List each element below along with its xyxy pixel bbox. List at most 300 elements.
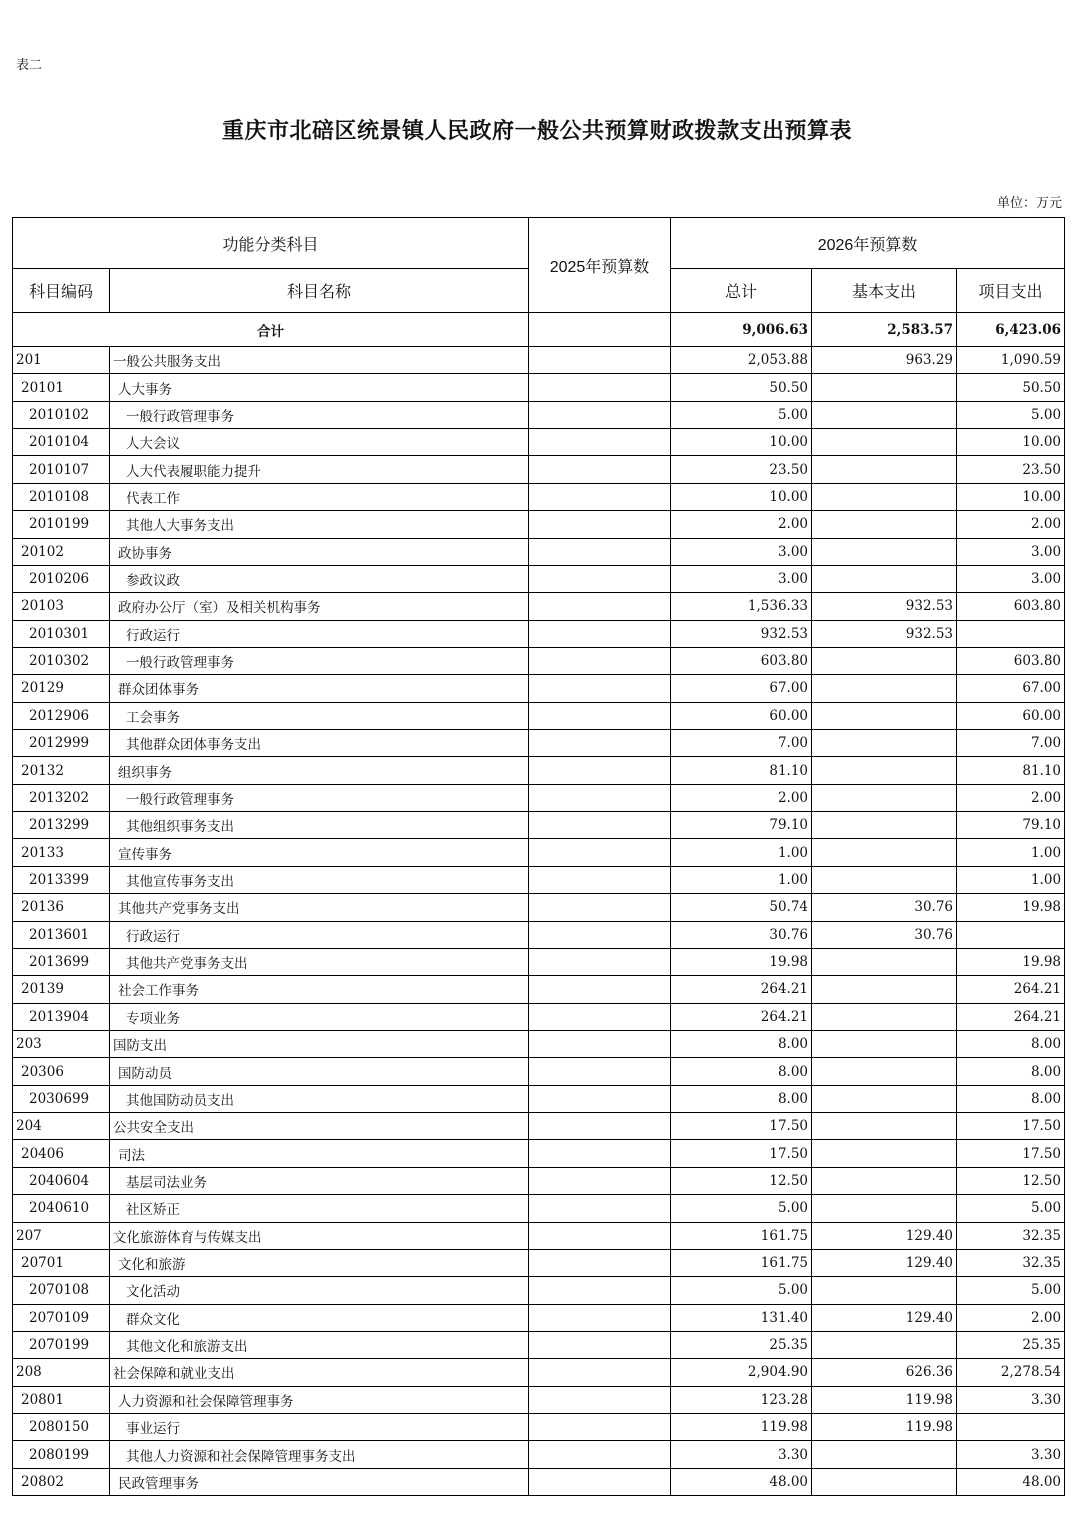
total-row bbox=[13, 313, 1065, 347]
row-name: 其他文化和旅游支出 bbox=[110, 1331, 529, 1358]
row-name: 组织事务 bbox=[110, 757, 529, 784]
row-name: 人大事务 bbox=[110, 374, 529, 401]
row-name: 文化旅游体育与传媒支出 bbox=[110, 1222, 529, 1249]
total-basic: 2,583.57 bbox=[812, 313, 957, 347]
row-code: 20129 bbox=[13, 675, 110, 702]
row-total: 932.53 bbox=[671, 620, 812, 647]
header-functional-category: 功能分类科目 bbox=[13, 218, 529, 269]
table-row bbox=[13, 1003, 1065, 1030]
row-name: 人大会议 bbox=[110, 429, 529, 456]
table-row bbox=[13, 1277, 1065, 1304]
table-row bbox=[13, 1140, 1065, 1167]
row-prev bbox=[529, 1414, 671, 1441]
row-total: 79.10 bbox=[671, 812, 812, 839]
row-prev bbox=[529, 1030, 671, 1057]
row-total: 603.80 bbox=[671, 647, 812, 674]
row-total: 2.00 bbox=[671, 511, 812, 538]
row-prev bbox=[529, 1304, 671, 1331]
row-project: 8.00 bbox=[957, 1058, 1065, 1085]
row-project: 2.00 bbox=[957, 784, 1065, 811]
row-code: 20132 bbox=[13, 757, 110, 784]
row-project: 17.50 bbox=[957, 1113, 1065, 1140]
table-row bbox=[13, 675, 1065, 702]
table-row bbox=[13, 511, 1065, 538]
row-basic bbox=[812, 374, 957, 401]
row-prev bbox=[529, 565, 671, 592]
row-total: 25.35 bbox=[671, 1331, 812, 1358]
row-code: 20701 bbox=[13, 1249, 110, 1276]
row-total: 1,536.33 bbox=[671, 593, 812, 620]
row-basic bbox=[812, 401, 957, 428]
row-name: 人力资源和社会保障管理事务 bbox=[110, 1386, 529, 1413]
row-basic bbox=[812, 1195, 957, 1222]
row-prev bbox=[529, 866, 671, 893]
table-row bbox=[13, 730, 1065, 757]
row-name: 基层司法业务 bbox=[110, 1167, 529, 1194]
table-row bbox=[13, 812, 1065, 839]
table-row bbox=[13, 976, 1065, 1003]
row-total: 123.28 bbox=[671, 1386, 812, 1413]
total-project: 6,423.06 bbox=[957, 313, 1065, 347]
row-code: 201 bbox=[13, 347, 110, 374]
row-code: 2040604 bbox=[13, 1167, 110, 1194]
row-basic bbox=[812, 1058, 957, 1085]
row-name: 专项业务 bbox=[110, 1003, 529, 1030]
table-row bbox=[13, 538, 1065, 565]
table-row bbox=[13, 647, 1065, 674]
row-total: 3.00 bbox=[671, 565, 812, 592]
row-name: 其他共产党事务支出 bbox=[110, 948, 529, 975]
row-name: 行政运行 bbox=[110, 620, 529, 647]
table-row bbox=[13, 1441, 1065, 1468]
table-row bbox=[13, 1249, 1065, 1276]
row-basic bbox=[812, 1113, 957, 1140]
row-total: 119.98 bbox=[671, 1414, 812, 1441]
table-row bbox=[13, 1386, 1065, 1413]
row-prev bbox=[529, 921, 671, 948]
table-row bbox=[13, 784, 1065, 811]
row-total: 50.74 bbox=[671, 894, 812, 921]
row-prev bbox=[529, 374, 671, 401]
row-total: 7.00 bbox=[671, 730, 812, 757]
row-code: 2010104 bbox=[13, 429, 110, 456]
row-name: 群众团体事务 bbox=[110, 675, 529, 702]
table-row bbox=[13, 1414, 1065, 1441]
table-row bbox=[13, 866, 1065, 893]
row-total: 17.50 bbox=[671, 1113, 812, 1140]
row-name: 其他群众团体事务支出 bbox=[110, 730, 529, 757]
table-label: 表二 bbox=[16, 58, 43, 73]
row-name: 国防支出 bbox=[110, 1030, 529, 1057]
row-basic: 932.53 bbox=[812, 620, 957, 647]
row-total: 2.00 bbox=[671, 784, 812, 811]
row-prev bbox=[529, 784, 671, 811]
row-total: 67.00 bbox=[671, 675, 812, 702]
table-row bbox=[13, 565, 1065, 592]
header-code: 科目编码 bbox=[13, 269, 110, 313]
row-basic bbox=[812, 702, 957, 729]
row-total: 12.50 bbox=[671, 1167, 812, 1194]
row-project: 5.00 bbox=[957, 1195, 1065, 1222]
row-basic: 119.98 bbox=[812, 1386, 957, 1413]
unit-label: 单位：万元 bbox=[996, 196, 1062, 211]
row-code: 2070199 bbox=[13, 1331, 110, 1358]
row-code: 2013904 bbox=[13, 1003, 110, 1030]
row-basic bbox=[812, 456, 957, 483]
row-basic bbox=[812, 812, 957, 839]
row-basic bbox=[812, 1468, 957, 1495]
row-name: 社会保障和就业支出 bbox=[110, 1359, 529, 1386]
row-prev bbox=[529, 812, 671, 839]
row-total: 1.00 bbox=[671, 866, 812, 893]
table-row bbox=[13, 1468, 1065, 1495]
row-basic bbox=[812, 675, 957, 702]
row-project bbox=[957, 1414, 1065, 1441]
header-budget-2025: 2025年预算数 bbox=[529, 218, 671, 313]
total-label: 合计 bbox=[13, 313, 529, 347]
row-code: 20406 bbox=[13, 1140, 110, 1167]
row-total: 48.00 bbox=[671, 1468, 812, 1495]
row-basic: 129.40 bbox=[812, 1249, 957, 1276]
row-prev bbox=[529, 1167, 671, 1194]
row-prev bbox=[529, 1441, 671, 1468]
row-code: 2013699 bbox=[13, 948, 110, 975]
row-project: 603.80 bbox=[957, 593, 1065, 620]
row-basic: 129.40 bbox=[812, 1304, 957, 1331]
row-name: 一般行政管理事务 bbox=[110, 401, 529, 428]
row-prev bbox=[529, 757, 671, 784]
table-row bbox=[13, 702, 1065, 729]
row-code: 20103 bbox=[13, 593, 110, 620]
table-header bbox=[13, 218, 1065, 313]
row-prev bbox=[529, 1331, 671, 1358]
row-total: 131.40 bbox=[671, 1304, 812, 1331]
row-code: 2013399 bbox=[13, 866, 110, 893]
table-row bbox=[13, 483, 1065, 510]
row-prev bbox=[529, 593, 671, 620]
row-prev bbox=[529, 1277, 671, 1304]
row-basic: 30.76 bbox=[812, 894, 957, 921]
row-project: 5.00 bbox=[957, 1277, 1065, 1304]
row-code: 20102 bbox=[13, 538, 110, 565]
row-project: 2,278.54 bbox=[957, 1359, 1065, 1386]
table-row bbox=[13, 347, 1065, 374]
row-project: 10.00 bbox=[957, 429, 1065, 456]
row-project: 79.10 bbox=[957, 812, 1065, 839]
row-name: 一般行政管理事务 bbox=[110, 784, 529, 811]
row-project: 264.21 bbox=[957, 976, 1065, 1003]
header-name: 科目名称 bbox=[110, 269, 529, 313]
row-total: 10.00 bbox=[671, 483, 812, 510]
row-name: 国防动员 bbox=[110, 1058, 529, 1085]
row-prev bbox=[529, 1058, 671, 1085]
row-project: 2.00 bbox=[957, 511, 1065, 538]
row-name: 民政管理事务 bbox=[110, 1468, 529, 1495]
row-name: 文化和旅游 bbox=[110, 1249, 529, 1276]
row-basic: 932.53 bbox=[812, 593, 957, 620]
row-name: 事业运行 bbox=[110, 1414, 529, 1441]
row-project bbox=[957, 921, 1065, 948]
row-prev bbox=[529, 675, 671, 702]
row-total: 161.75 bbox=[671, 1249, 812, 1276]
row-prev bbox=[529, 1386, 671, 1413]
header-budget-2026: 2026年预算数 bbox=[671, 218, 1065, 269]
row-name: 政协事务 bbox=[110, 538, 529, 565]
row-project: 7.00 bbox=[957, 730, 1065, 757]
row-total: 81.10 bbox=[671, 757, 812, 784]
row-basic bbox=[812, 1277, 957, 1304]
row-code: 208 bbox=[13, 1359, 110, 1386]
row-prev bbox=[529, 1359, 671, 1386]
row-project: 23.50 bbox=[957, 456, 1065, 483]
row-project: 60.00 bbox=[957, 702, 1065, 729]
row-prev bbox=[529, 1003, 671, 1030]
row-total: 8.00 bbox=[671, 1030, 812, 1057]
table-row bbox=[13, 456, 1065, 483]
row-name: 宣传事务 bbox=[110, 839, 529, 866]
table-row bbox=[13, 948, 1065, 975]
row-project: 50.50 bbox=[957, 374, 1065, 401]
row-name: 社区矫正 bbox=[110, 1195, 529, 1222]
row-project: 603.80 bbox=[957, 647, 1065, 674]
row-project: 1,090.59 bbox=[957, 347, 1065, 374]
row-total: 30.76 bbox=[671, 921, 812, 948]
row-prev bbox=[529, 483, 671, 510]
row-basic bbox=[812, 730, 957, 757]
row-basic bbox=[812, 784, 957, 811]
table-row bbox=[13, 1058, 1065, 1085]
row-basic bbox=[812, 1030, 957, 1057]
row-project: 3.30 bbox=[957, 1441, 1065, 1468]
row-prev bbox=[529, 1140, 671, 1167]
row-code: 2080199 bbox=[13, 1441, 110, 1468]
row-prev bbox=[529, 511, 671, 538]
row-basic bbox=[812, 757, 957, 784]
row-project: 67.00 bbox=[957, 675, 1065, 702]
row-total: 60.00 bbox=[671, 702, 812, 729]
row-prev bbox=[529, 1113, 671, 1140]
row-code: 2012999 bbox=[13, 730, 110, 757]
table-row bbox=[13, 1359, 1065, 1386]
row-prev bbox=[529, 894, 671, 921]
row-basic bbox=[812, 948, 957, 975]
row-total: 161.75 bbox=[671, 1222, 812, 1249]
row-prev bbox=[529, 429, 671, 456]
row-name: 政府办公厅（室）及相关机构事务 bbox=[110, 593, 529, 620]
row-project: 81.10 bbox=[957, 757, 1065, 784]
row-code: 204 bbox=[13, 1113, 110, 1140]
row-code: 2012906 bbox=[13, 702, 110, 729]
row-basic: 30.76 bbox=[812, 921, 957, 948]
table-row bbox=[13, 1195, 1065, 1222]
table-row bbox=[13, 1085, 1065, 1112]
row-project: 1.00 bbox=[957, 866, 1065, 893]
header-basic: 基本支出 bbox=[812, 269, 957, 313]
row-basic bbox=[812, 839, 957, 866]
row-code: 2070109 bbox=[13, 1304, 110, 1331]
budget-table bbox=[12, 217, 1065, 1496]
row-prev bbox=[529, 839, 671, 866]
row-project: 19.98 bbox=[957, 894, 1065, 921]
row-prev bbox=[529, 647, 671, 674]
table-row bbox=[13, 401, 1065, 428]
row-name: 参政议政 bbox=[110, 565, 529, 592]
table-row bbox=[13, 429, 1065, 456]
row-name: 社会工作事务 bbox=[110, 976, 529, 1003]
row-code: 2010102 bbox=[13, 401, 110, 428]
row-prev bbox=[529, 730, 671, 757]
row-code: 20802 bbox=[13, 1468, 110, 1495]
row-total: 5.00 bbox=[671, 1195, 812, 1222]
table-row bbox=[13, 593, 1065, 620]
row-basic bbox=[812, 1167, 957, 1194]
row-total: 5.00 bbox=[671, 1277, 812, 1304]
row-basic bbox=[812, 1441, 957, 1468]
row-total: 10.00 bbox=[671, 429, 812, 456]
row-prev bbox=[529, 1468, 671, 1495]
row-total: 1.00 bbox=[671, 839, 812, 866]
row-code: 207 bbox=[13, 1222, 110, 1249]
row-prev bbox=[529, 1195, 671, 1222]
row-basic: 626.36 bbox=[812, 1359, 957, 1386]
row-total: 264.21 bbox=[671, 976, 812, 1003]
row-project: 10.00 bbox=[957, 483, 1065, 510]
row-name: 其他国防动员支出 bbox=[110, 1085, 529, 1112]
row-total: 50.50 bbox=[671, 374, 812, 401]
row-prev bbox=[529, 702, 671, 729]
row-basic: 119.98 bbox=[812, 1414, 957, 1441]
row-name: 其他共产党事务支出 bbox=[110, 894, 529, 921]
row-basic bbox=[812, 483, 957, 510]
row-project: 3.00 bbox=[957, 538, 1065, 565]
row-basic bbox=[812, 1003, 957, 1030]
row-code: 2010302 bbox=[13, 647, 110, 674]
row-code: 20101 bbox=[13, 374, 110, 401]
row-project: 3.30 bbox=[957, 1386, 1065, 1413]
row-prev bbox=[529, 620, 671, 647]
row-code: 20139 bbox=[13, 976, 110, 1003]
row-basic bbox=[812, 511, 957, 538]
row-name: 工会事务 bbox=[110, 702, 529, 729]
row-name: 一般公共服务支出 bbox=[110, 347, 529, 374]
row-project: 1.00 bbox=[957, 839, 1065, 866]
page-title: 重庆市北碚区统景镇人民政府一般公共预算财政拨款支出预算表 bbox=[221, 118, 852, 144]
row-code: 203 bbox=[13, 1030, 110, 1057]
row-basic bbox=[812, 976, 957, 1003]
table-row bbox=[13, 894, 1065, 921]
row-name: 其他人力资源和社会保障管理事务支出 bbox=[110, 1441, 529, 1468]
row-basic bbox=[812, 1085, 957, 1112]
row-project: 8.00 bbox=[957, 1085, 1065, 1112]
header-total: 总计 bbox=[671, 269, 812, 313]
row-project: 19.98 bbox=[957, 948, 1065, 975]
row-name: 群众文化 bbox=[110, 1304, 529, 1331]
table-row bbox=[13, 839, 1065, 866]
row-prev bbox=[529, 538, 671, 565]
row-basic bbox=[812, 1331, 957, 1358]
row-prev bbox=[529, 1249, 671, 1276]
row-code: 2070108 bbox=[13, 1277, 110, 1304]
row-basic: 129.40 bbox=[812, 1222, 957, 1249]
table-row bbox=[13, 1030, 1065, 1057]
table-row bbox=[13, 757, 1065, 784]
row-basic bbox=[812, 1140, 957, 1167]
row-total: 2,904.90 bbox=[671, 1359, 812, 1386]
row-code: 2013601 bbox=[13, 921, 110, 948]
row-code: 2010206 bbox=[13, 565, 110, 592]
row-total: 264.21 bbox=[671, 1003, 812, 1030]
row-name: 其他人大事务支出 bbox=[110, 511, 529, 538]
row-project: 48.00 bbox=[957, 1468, 1065, 1495]
row-code: 2013202 bbox=[13, 784, 110, 811]
row-total: 8.00 bbox=[671, 1085, 812, 1112]
row-code: 20133 bbox=[13, 839, 110, 866]
row-code: 20801 bbox=[13, 1386, 110, 1413]
table-row bbox=[13, 620, 1065, 647]
row-project: 2.00 bbox=[957, 1304, 1065, 1331]
row-project: 32.35 bbox=[957, 1222, 1065, 1249]
row-code: 2030699 bbox=[13, 1085, 110, 1112]
row-name: 一般行政管理事务 bbox=[110, 647, 529, 674]
row-basic bbox=[812, 429, 957, 456]
row-total: 23.50 bbox=[671, 456, 812, 483]
row-code: 2013299 bbox=[13, 812, 110, 839]
row-total: 19.98 bbox=[671, 948, 812, 975]
row-basic bbox=[812, 565, 957, 592]
row-total: 3.30 bbox=[671, 1441, 812, 1468]
row-project: 264.21 bbox=[957, 1003, 1065, 1030]
table-body bbox=[13, 313, 1065, 1496]
row-prev bbox=[529, 456, 671, 483]
table-row bbox=[13, 921, 1065, 948]
table-row bbox=[13, 1331, 1065, 1358]
table-row bbox=[13, 1222, 1065, 1249]
row-code: 2010301 bbox=[13, 620, 110, 647]
row-project bbox=[957, 620, 1065, 647]
row-prev bbox=[529, 347, 671, 374]
row-prev bbox=[529, 401, 671, 428]
row-project: 32.35 bbox=[957, 1249, 1065, 1276]
row-name: 司法 bbox=[110, 1140, 529, 1167]
row-code: 20306 bbox=[13, 1058, 110, 1085]
row-name: 人大代表履职能力提升 bbox=[110, 456, 529, 483]
row-project: 5.00 bbox=[957, 401, 1065, 428]
row-name: 文化活动 bbox=[110, 1277, 529, 1304]
row-prev bbox=[529, 976, 671, 1003]
row-total: 17.50 bbox=[671, 1140, 812, 1167]
table-row bbox=[13, 1113, 1065, 1140]
row-name: 代表工作 bbox=[110, 483, 529, 510]
row-basic bbox=[812, 866, 957, 893]
total-prev bbox=[529, 313, 671, 347]
row-name: 其他组织事务支出 bbox=[110, 812, 529, 839]
row-code: 20136 bbox=[13, 894, 110, 921]
row-project: 3.00 bbox=[957, 565, 1065, 592]
row-name: 公共安全支出 bbox=[110, 1113, 529, 1140]
row-total: 3.00 bbox=[671, 538, 812, 565]
row-code: 2010107 bbox=[13, 456, 110, 483]
row-basic bbox=[812, 538, 957, 565]
row-project: 17.50 bbox=[957, 1140, 1065, 1167]
total-total: 9,006.63 bbox=[671, 313, 812, 347]
row-code: 2080150 bbox=[13, 1414, 110, 1441]
table-row bbox=[13, 1304, 1065, 1331]
header-project: 项目支出 bbox=[957, 269, 1065, 313]
row-code: 2040610 bbox=[13, 1195, 110, 1222]
row-code: 2010108 bbox=[13, 483, 110, 510]
row-prev bbox=[529, 948, 671, 975]
row-project: 25.35 bbox=[957, 1331, 1065, 1358]
